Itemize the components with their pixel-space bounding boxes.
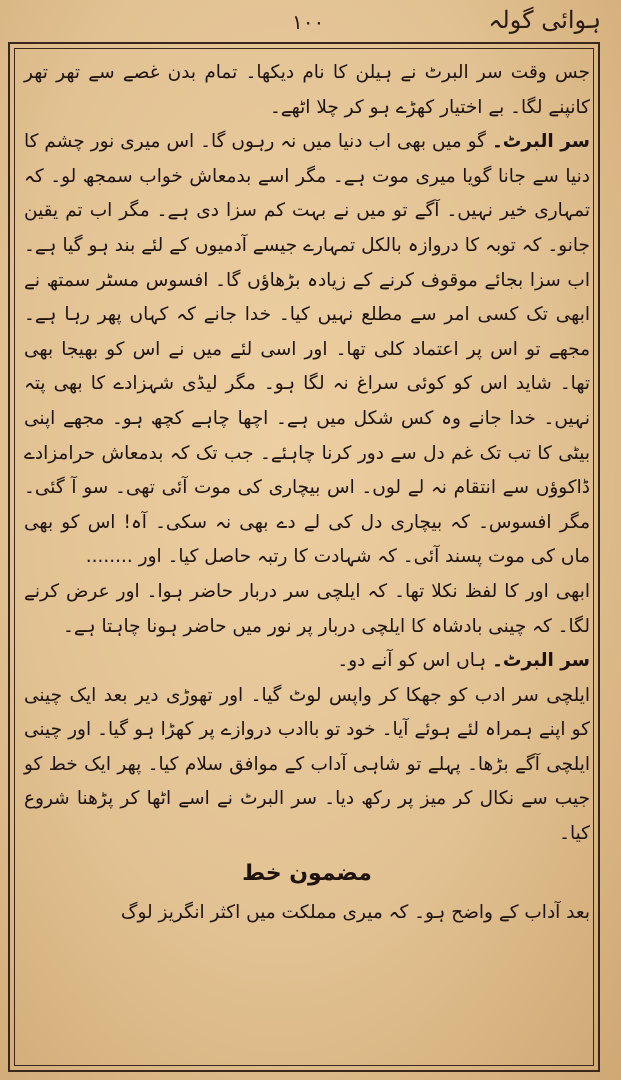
paragraph — [24, 125, 590, 575]
dialogue-text: ہاں اس کو آنے دو۔ — [337, 650, 487, 672]
paragraph: بعد آداب کے واضح ہو۔ کہ میری مملکت میں اکثر انگریز لوگ — [120, 901, 590, 923]
speaker-label: سر البرٹ۔ — [492, 650, 590, 672]
dialogue-text: گو میں بھی اب دنیا میں نہ رہوں گا۔ اس میری نور چشم کا دنیا سے جانا گویا میری موت ہے۔ مگر اسے بدمعاش خواب سمجھ لو۔ کہ تمہاری خیر نہیں۔ آگے تو میں نے بہت کم سزا دی ہے۔ مگر اب تم یقین جانو۔ کہ توبہ کا دروازہ بالکل تمہارے جیسے آدمیوں کے لئے بند ہو گیا ہے۔ اب سزا بجائے موقوف کرنے کے زیادہ بڑھاؤں گا۔ افسوس مسٹر سمتھ نے ابھی تک کسی امر سے مطلع نہیں کیا۔ خدا جانے کہ کہاں پھر رہا ہے۔ مجھے تو اس پر اعتماد کلی تھا۔ اور اسی لئے میں نے اس کو بھیجا بھی تھا۔ شاید اس کو کوئی سراغ نہ لگا ہو۔ مگر لیڈی شہزادے کا بھی پتہ نہیں۔ خدا جانے وہ کس شکل میں ہے۔ اچھا چاہے کچھ ہو۔ مجھے اپنی بیٹی کا تب تک غم دل سے دور کرنا چاہئے۔ جب تک کہ بدمعاش حرامزادے ڈاکوؤں سے انتقام نہ لے لوں۔ اس بیچاری کی موت آئی تھی۔ سو آ گئی۔ مگر افسوس۔ کہ بیچاری دل کی لے دے بھی نہ سکی۔ آہ! اس کو بھی ماں کی موت پسند آئی۔ کہ شہادت کا رتبہ حاصل کیا۔ اور ........ — [24, 131, 590, 568]
page-header — [0, 6, 621, 40]
paragraph: ایلچی سر ادب کو جھکا کر واپس لوٹ گیا۔ اور تھوڑی دیر بعد ایک چینی کو اپنے ہمراہ لئے ہوئے آیا۔ خود تو باادب دروازے پر کھڑا ہو گیا۔ اور چینی ایلچی آگے بڑھا۔ پہلے تو شاہی آداب کے موافق سلام کیا۔ پھر ایک خط کو جیب سے نکال کر میز پر رکھ دیا۔ سر البرٹ نے اسے اٹھا کر پڑھنا شروع کیا۔ — [24, 684, 590, 845]
body-text — [24, 56, 590, 930]
paragraph — [24, 644, 590, 679]
section-heading: مضمون خط — [242, 860, 372, 886]
speaker-label: سر البرٹ۔ — [491, 131, 590, 153]
page-number: ۱۰۰ — [292, 10, 325, 34]
running-title: ہوائی گولہ — [488, 6, 601, 34]
paragraph: ابھی اور کا لفظ نکلا تھا۔ کہ ایلچی سر دربار حاضر ہوا۔ اور عرض کرنے لگا۔ کہ چینی بادشاہ کا ایلچی دربار پر نور میں حاضر ہونا چاہتا ہے۔ — [24, 580, 590, 637]
paragraph: جس وقت سر البرٹ نے ہیلن کا نام دیکھا۔ تمام بدن غصے سے تھر تھر کانپنے لگا۔ بے اختیار کھڑے ہو کر چلا اٹھے۔ — [24, 62, 590, 118]
